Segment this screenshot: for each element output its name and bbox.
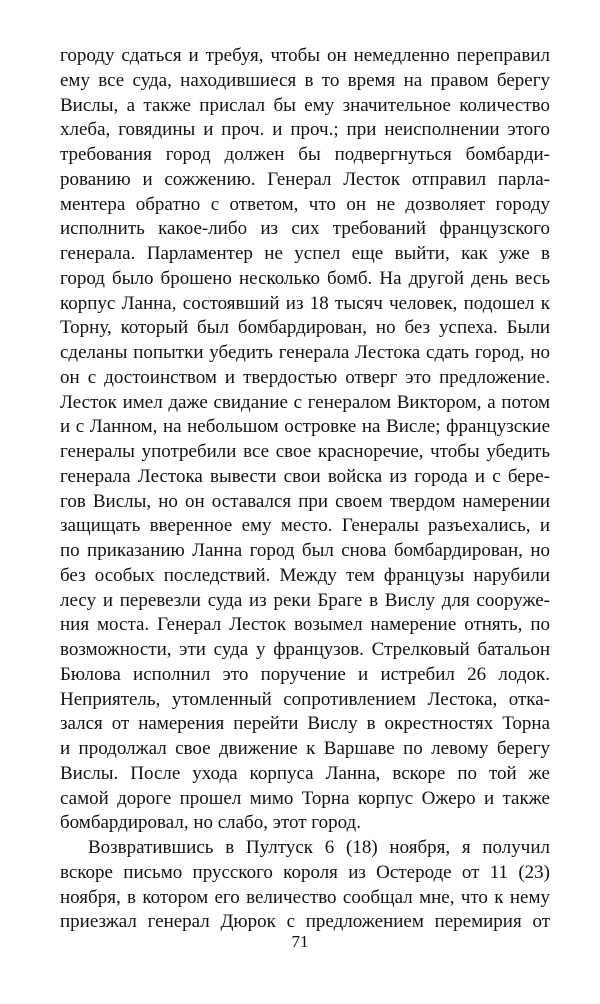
text-line: хлеба, говядины и проч. и проч.; при неисполнении этого xyxy=(60,119,550,141)
text-line: по приказанию Ланна город был снова бомбардирован, но xyxy=(60,540,550,561)
text-line: возможности, эти суда у французов. Стрелковый батальон xyxy=(60,639,550,660)
text-line: Неприятель, утомленный сопротивлением Лестока, отка- xyxy=(60,688,550,710)
text-line: гов Вислы, но он оставался при своем твердом намерении xyxy=(60,490,550,512)
text-line: и с Ланном, на небольшом островке на Висле; французские xyxy=(60,416,550,438)
text-line: вскоре письмо прусского короля из Остероде от 11 (23) xyxy=(60,861,550,883)
text-line: генералы употребили все свое красноречие, чтобы убедить xyxy=(60,441,550,462)
text-line: требования город должен бы подвергнуться бомбарди- xyxy=(60,144,550,165)
paragraph-1 xyxy=(60,44,550,836)
text-line: сделаны попытки убедить генерала Лестока сдать город, но xyxy=(60,342,550,363)
text-line: городу сдаться и требуя, чтобы он немедленно переправил xyxy=(60,45,550,66)
text-line: Вислы, а также прислал бы ему значительное количество xyxy=(60,94,550,116)
text-line: рованию и сожжению. Генерал Лесток отправил парла- xyxy=(60,168,550,190)
text-line: Вислы. После ухода корпуса Ланна, вскоре по той же xyxy=(60,762,550,784)
text-line: ему все суда, находившиеся в то время на правом берегу xyxy=(60,69,550,91)
text-line: зался от намерения перейти Вислу в окрестностях Торна xyxy=(60,713,550,735)
text-line: ния моста. Генерал Лесток возымел намерение отнять, по xyxy=(60,614,550,636)
text-line: Возвратившись в Пултуск 6 (18) ноября, я получил xyxy=(88,837,550,858)
text-line: город было брошено несколько бомб. На другой день весь xyxy=(60,267,550,289)
text-line: корпус Ланна, состоявший из 18 тысяч человек, подошел к xyxy=(60,292,550,314)
text-line: Лесток имел даже свидание с генералом Виктором, а потом xyxy=(60,391,550,413)
page-number: 71 xyxy=(291,932,309,951)
text-line: защищать вверенное ему место. Генералы разъехались, и xyxy=(60,515,550,537)
text-line: ноября, в котором его величество сообщал мне, что к нему xyxy=(60,886,550,908)
text-line: исполнить какое-либо из сих требований французского xyxy=(60,218,550,240)
text-line: он с достоинством и твердостью отверг это предложение. xyxy=(60,366,550,388)
text-line: бомбардировал, но слабо, этот город. xyxy=(60,812,361,834)
text-line: Бюлова исполнил это поручение и истребил 26 лодок. xyxy=(60,663,550,685)
body-text xyxy=(60,44,550,935)
paragraph-2 xyxy=(60,836,550,935)
text-line: без особых последствий. Между тем французы нарубили xyxy=(60,564,550,586)
text-line: лесу и перевезли суда из реки Браге в Вислу для сооруже- xyxy=(60,589,550,611)
text-line: Торну, который был бомбардирован, но без успеха. Были xyxy=(60,317,550,339)
text-line: генерала. Парламентер не успел еще выйти, как уже в xyxy=(60,243,550,264)
text-line: генерала Лестока вывести свои войска из города и с бере- xyxy=(60,465,550,487)
text-line: и продолжал свое движение к Варшаве по левому берегу xyxy=(60,738,550,759)
text-line: приезжал генерал Дюрок с предложением перемирия от xyxy=(60,911,550,933)
text-line: ментера обратно с ответом, что он не дозволяет городу xyxy=(60,193,550,215)
text-line: самой дороге прошел мимо Торна корпус Ожеро и также xyxy=(60,787,550,809)
